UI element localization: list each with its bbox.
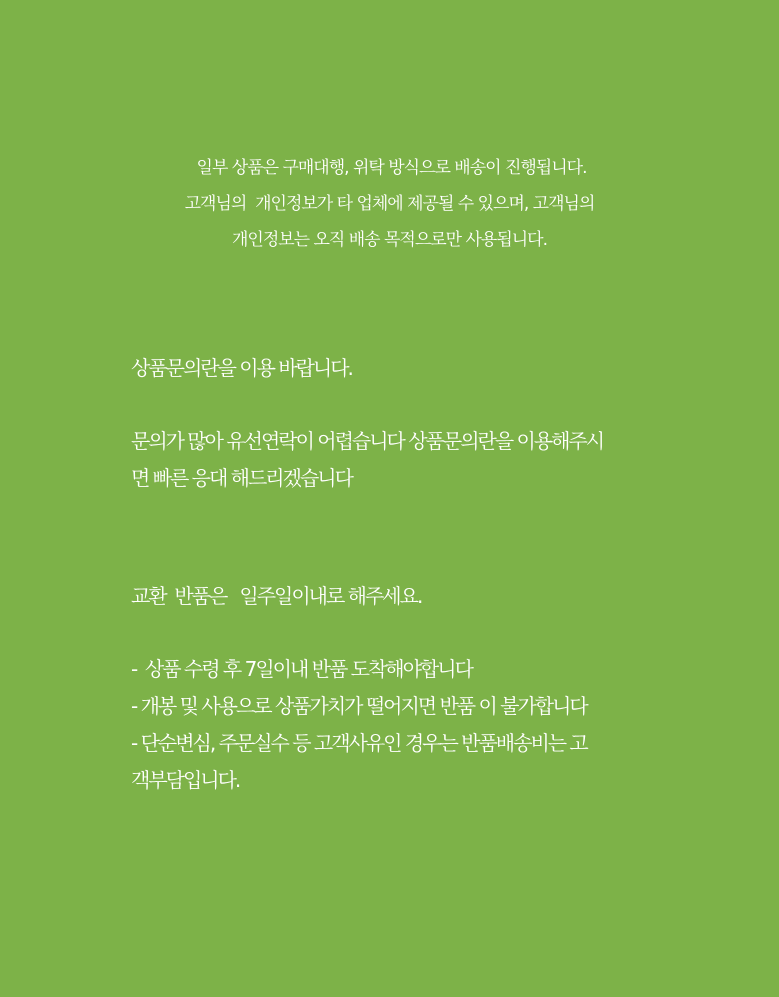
inquiry-body [131,423,691,497]
return-rule: - 단순변심, 주문실수 등 고객사유인 경우는 반품배송비는 고 [131,731,587,755]
return-heading [131,578,691,615]
inquiry-heading [131,350,691,387]
notice-line: 고객님의 개인정보가 타 업체에 제공될 수 있으며, 고객님의 [184,194,595,214]
notice-line: 개인정보는 오직 배송 목적으로만 사용됩니다. [231,230,548,250]
return-rule: - 개봉 및 사용으로 상품가치가 떨어지면 반품 이 불가합니다 [131,694,587,718]
inquiry-body-line: 문의가 많아 유선연락이 어렵습니다 상품문의란을 이용해주시 [131,429,604,453]
return-title: 교환 반품은 일주일이내로 해주세요. [131,584,422,608]
return-rules [131,651,691,799]
notice-line: 일부 상품은 구매대행, 위탁 방식으로 배송이 진행됩니다. [196,158,587,178]
return-rule: 객부담입니다. [131,768,240,792]
delivery-notice [0,150,779,258]
return-rule: - 상품 수령 후 7일이내 반품 도착해야합니다 [131,657,472,681]
inquiry-body-line: 면 빠른 응대 해드리겠습니다 [131,466,352,490]
inquiry-title: 상품문의란을 이용 바랍니다. [131,356,352,380]
